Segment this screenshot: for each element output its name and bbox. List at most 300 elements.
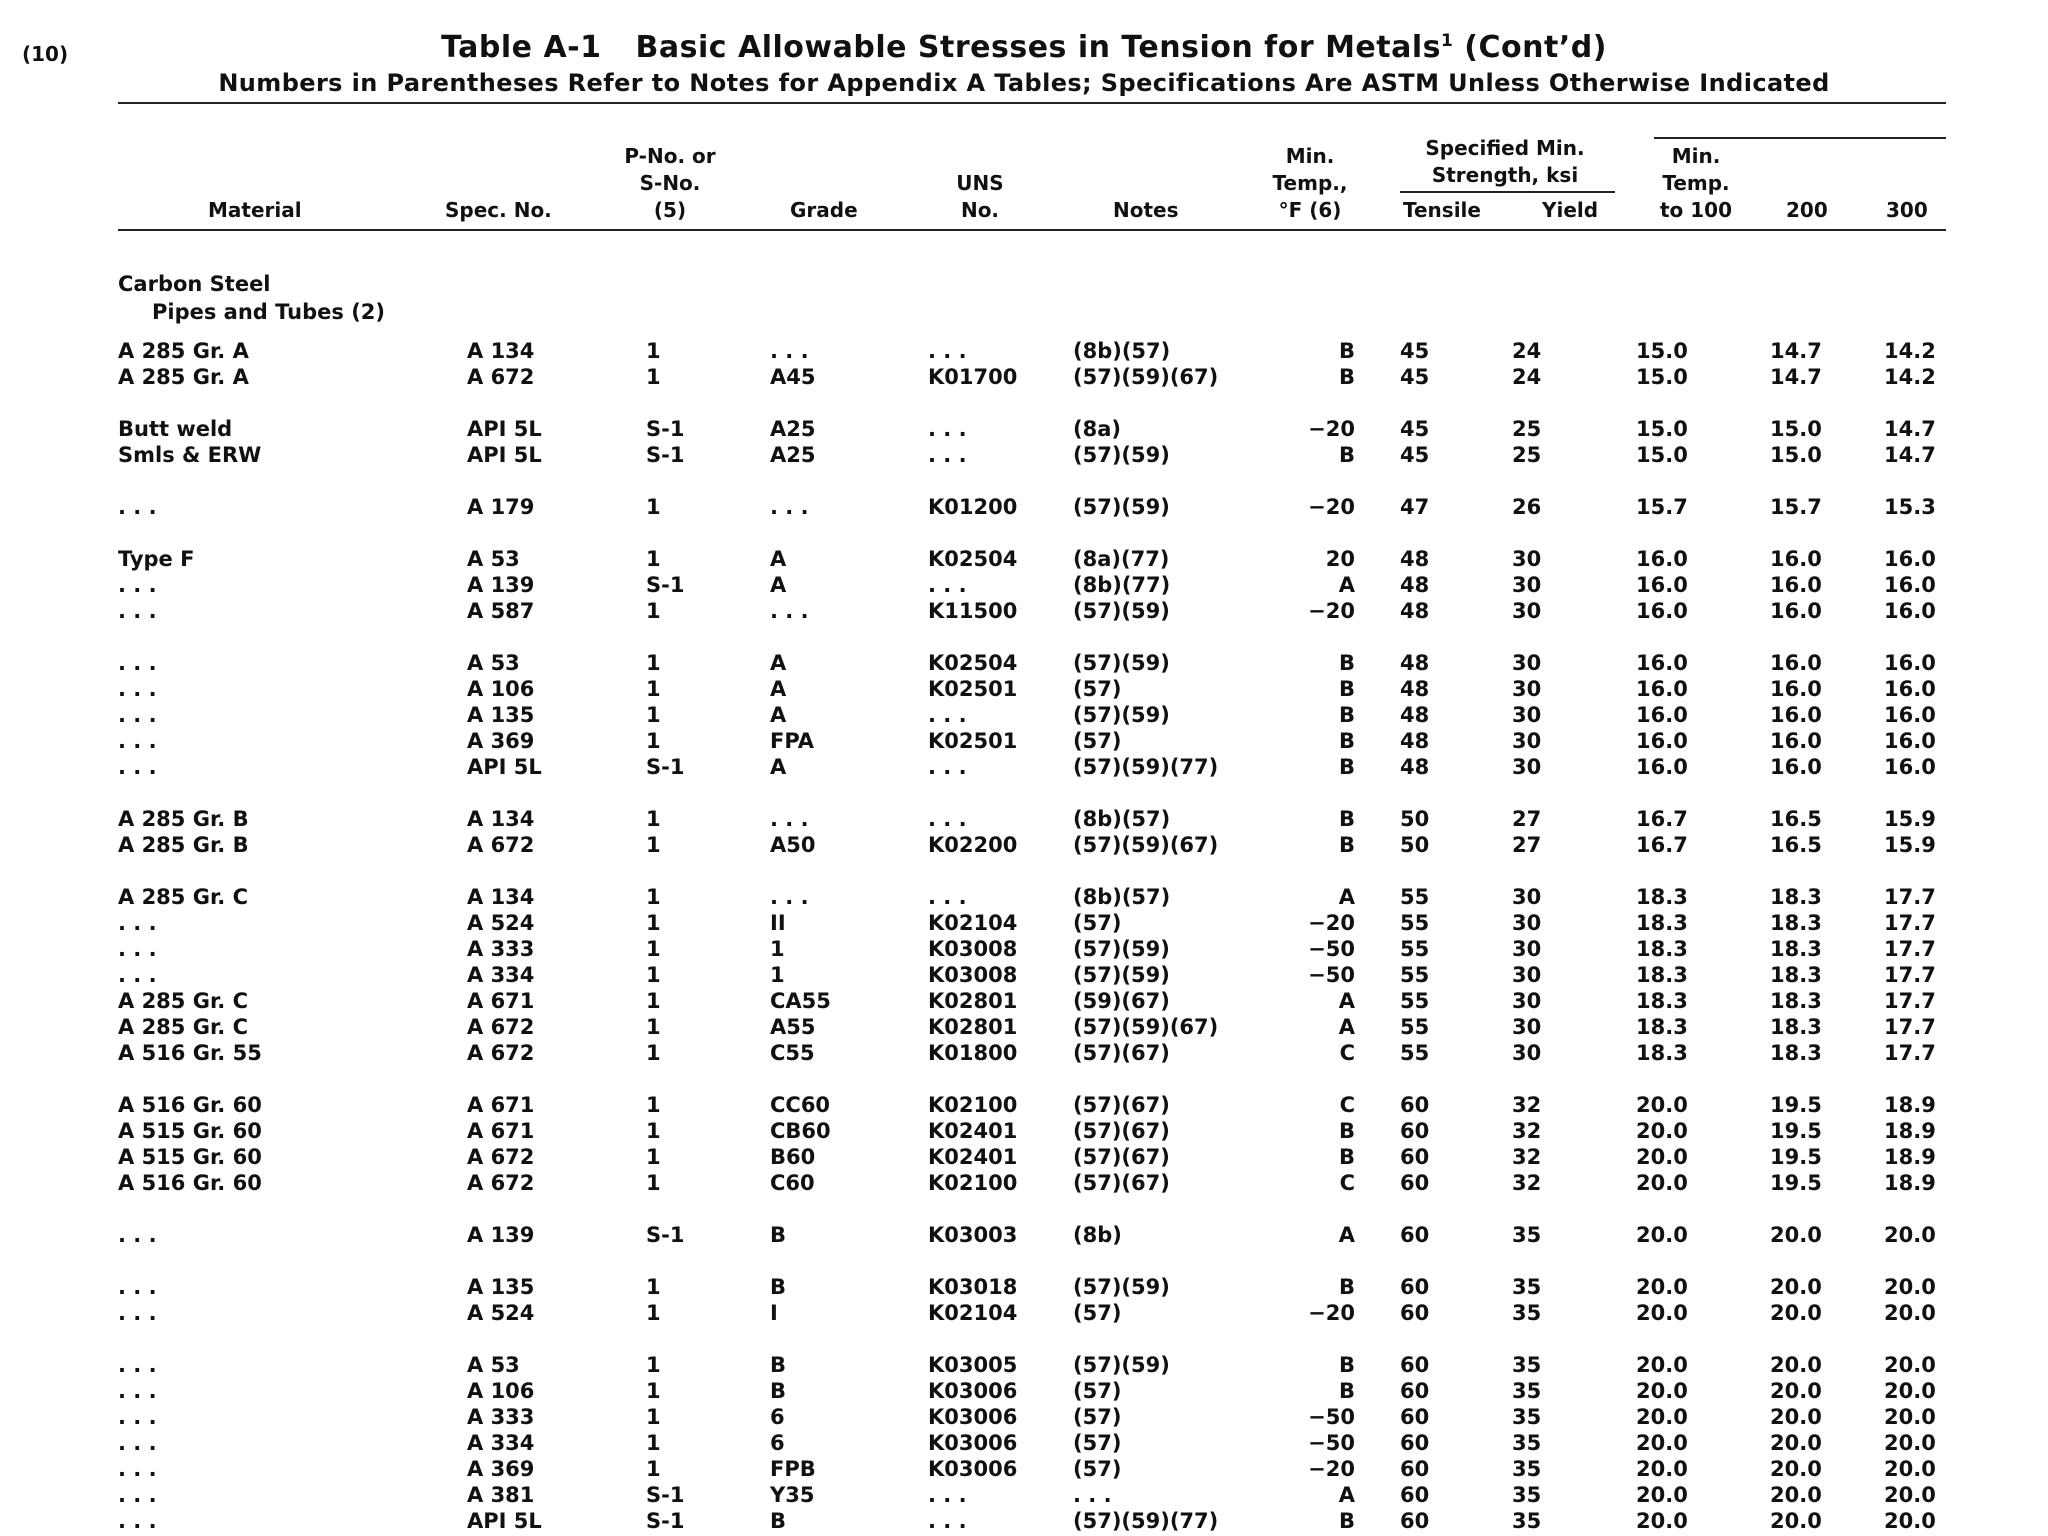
stress-200-cell: 15.7 [1770,495,1822,519]
tensile-cell: 45 [1400,339,1430,363]
spec-no-cell: A 134 [467,807,535,831]
tensile-cell: 60 [1400,1301,1430,1325]
header-uns-line2: No. [960,198,1000,222]
p-no-cell: 1 [646,1119,661,1143]
uns-no-cell: K03006 [928,1379,1018,1403]
header-min-temp-line3: °F (6) [1278,198,1342,222]
tensile-cell: 47 [1400,495,1430,519]
stress-200-cell: 16.0 [1770,573,1822,597]
yield-cell: 30 [1512,677,1542,701]
material-cell: A 285 Gr. A [118,339,249,363]
p-no-cell: 1 [646,365,661,389]
table-row [0,1404,2048,1430]
min-temp-cell: 20 [1325,547,1355,571]
spec-no-cell: A 672 [467,365,535,389]
p-no-cell: S-1 [646,1509,685,1533]
tensile-cell: 60 [1400,1457,1430,1481]
yield-cell: 35 [1512,1405,1542,1429]
table-row [0,650,2048,676]
table-row [0,598,2048,624]
material-cell: Smls & ERW [118,443,262,467]
min-temp-cell: B [1338,833,1355,857]
yield-cell: 32 [1512,1171,1542,1195]
spec-no-cell: A 524 [467,911,535,935]
p-no-cell: S-1 [646,573,685,597]
stress-300-cell: 20.0 [1884,1405,1936,1429]
stress-100-cell: 15.7 [1636,495,1688,519]
stress-200-cell: 18.3 [1770,911,1822,935]
min-temp-cell: B [1338,1379,1355,1403]
uns-no-cell: . . . [928,1509,967,1533]
stress-200-cell: 16.0 [1770,729,1822,753]
stress-200-cell: 16.0 [1770,677,1822,701]
p-no-cell: 1 [646,1041,661,1065]
notes-cell: (57)(59) [1073,1353,1170,1377]
min-temp-cell: A [1338,989,1355,1013]
yield-cell: 30 [1512,651,1542,675]
grade-cell: A45 [770,365,816,389]
stress-200-cell: 18.3 [1770,1041,1822,1065]
min-temp-cell: A [1338,1015,1355,1039]
p-no-cell: 1 [646,1431,661,1455]
stress-200-cell: 16.0 [1770,599,1822,623]
table-row [0,494,2048,520]
stress-300-cell: 14.2 [1884,339,1936,363]
tensile-cell: 50 [1400,833,1430,857]
stress-200-cell: 16.0 [1770,703,1822,727]
stress-200-cell: 19.5 [1770,1145,1822,1169]
yield-cell: 24 [1512,365,1542,389]
header-temp-line1: Min. [1671,144,1721,168]
table-row [0,754,2048,780]
table-row [0,1040,2048,1066]
spec-no-cell: A 179 [467,495,535,519]
min-temp-cell: −50 [1308,1405,1355,1429]
uns-no-cell: K01200 [928,495,1018,519]
stress-200-cell: 18.3 [1770,937,1822,961]
min-temp-cell: C [1339,1171,1355,1195]
yield-cell: 35 [1512,1223,1542,1247]
notes-cell: (57) [1073,1405,1122,1429]
yield-cell: 35 [1512,1457,1542,1481]
group-heading [118,270,385,326]
grade-cell: Y35 [770,1483,815,1507]
table-row [0,442,2048,468]
spec-no-cell: A 139 [467,573,535,597]
header-min-temp [1260,143,1360,224]
notes-cell: (57)(59) [1073,703,1170,727]
notes-cell: (57)(59) [1073,495,1170,519]
grade-cell: A25 [770,417,816,441]
grade-cell: . . . [770,885,809,909]
stress-300-cell: 16.0 [1884,573,1936,597]
material-cell: . . . [118,1483,157,1507]
grade-cell: A25 [770,443,816,467]
table-subtitle: Numbers in Parentheses Refer to Notes for Appendix A Tables; Specifications Are ASTM Unless Otherwise Indicated [218,69,1830,97]
p-no-cell: 1 [646,1301,661,1325]
table-row [0,1508,2048,1534]
uns-no-cell: K02501 [928,677,1018,701]
stress-100-cell: 18.3 [1636,963,1688,987]
uns-no-cell: K03006 [928,1457,1018,1481]
header-notes: Notes [1113,198,1179,222]
tensile-cell: 45 [1400,417,1430,441]
material-cell: . . . [118,1431,157,1455]
notes-cell: (57)(67) [1073,1093,1170,1117]
material-cell: . . . [118,755,157,779]
uns-no-cell: K02801 [928,989,1018,1013]
stress-200-cell: 18.3 [1770,885,1822,909]
yield-cell: 30 [1512,989,1542,1013]
min-temp-cell: B [1338,443,1355,467]
table-row [0,962,2048,988]
uns-no-cell: K03003 [928,1223,1018,1247]
stress-200-cell: 20.0 [1770,1405,1822,1429]
grade-cell: A [770,755,787,779]
yield-cell: 35 [1512,1509,1542,1533]
p-no-cell: 1 [646,1145,661,1169]
p-no-cell: 1 [646,1353,661,1377]
stress-100-cell: 20.0 [1636,1093,1688,1117]
grade-cell: B [770,1379,787,1403]
table-row [0,1456,2048,1482]
material-cell: . . . [118,599,157,623]
grade-cell: I [770,1301,778,1325]
tensile-cell: 55 [1400,1041,1430,1065]
stress-100-cell: 20.0 [1636,1171,1688,1195]
tensile-cell: 60 [1400,1223,1430,1247]
uns-no-cell: K03005 [928,1353,1018,1377]
table-row [0,1170,2048,1196]
grade-cell: B [770,1275,787,1299]
min-temp-cell: A [1338,885,1355,909]
stress-100-cell: 18.3 [1636,989,1688,1013]
min-temp-cell: −20 [1308,599,1355,623]
material-cell: . . . [118,651,157,675]
table-row [0,988,2048,1014]
stress-100-cell: 20.0 [1636,1301,1688,1325]
grade-cell: 1 [770,963,785,987]
stress-300-cell: 17.7 [1884,963,1936,987]
temperature-rule [1654,137,1946,139]
grade-cell: 1 [770,937,785,961]
stress-100-cell: 16.7 [1636,833,1688,857]
notes-cell: (8b)(77) [1073,573,1171,597]
notes-cell: (57)(67) [1073,1171,1170,1195]
stress-100-cell: 20.0 [1636,1509,1688,1533]
stress-300-cell: 18.9 [1884,1119,1936,1143]
uns-no-cell: K02100 [928,1171,1018,1195]
min-temp-cell: B [1338,365,1355,389]
stress-300-cell: 20.0 [1884,1457,1936,1481]
spec-no-cell: A 671 [467,1119,535,1143]
min-temp-cell: C [1339,1093,1355,1117]
notes-cell: (8b) [1073,1223,1122,1247]
header-temp-line2: Temp. [1662,171,1730,195]
stress-300-cell: 15.9 [1884,807,1936,831]
min-temp-cell: B [1338,807,1355,831]
notes-cell: (57) [1073,1301,1122,1325]
stress-300-cell: 20.0 [1884,1223,1936,1247]
tensile-cell: 55 [1400,911,1430,935]
stress-100-cell: 16.0 [1636,729,1688,753]
table-row [0,416,2048,442]
header-rule [118,229,1946,231]
notes-cell: (57)(59)(77) [1073,1509,1219,1533]
table-row [0,1118,2048,1144]
min-temp-cell: −50 [1308,1431,1355,1455]
spec-no-cell: API 5L [467,755,542,779]
tensile-cell: 55 [1400,963,1430,987]
tensile-cell: 48 [1400,573,1430,597]
tensile-cell: 48 [1400,677,1430,701]
uns-no-cell: K03008 [928,937,1018,961]
min-temp-cell: B [1338,1275,1355,1299]
table-row [0,806,2048,832]
table-row [0,1300,2048,1326]
stress-100-cell: 16.0 [1636,651,1688,675]
stress-300-cell: 20.0 [1884,1275,1936,1299]
header-p-no [600,143,740,224]
table-row [0,572,2048,598]
title-rule [118,102,1946,104]
spec-no-cell: A 672 [467,1015,535,1039]
spec-no-cell: A 53 [467,547,520,571]
grade-cell: 6 [770,1431,785,1455]
uns-no-cell: K11500 [928,599,1018,623]
tensile-cell: 60 [1400,1509,1430,1533]
min-temp-cell: −20 [1308,417,1355,441]
notes-cell: (57)(59) [1073,443,1170,467]
yield-cell: 30 [1512,963,1542,987]
yield-cell: 25 [1512,417,1542,441]
p-no-cell: S-1 [646,443,685,467]
tensile-cell: 60 [1400,1353,1430,1377]
spec-no-cell: A 671 [467,1093,535,1117]
table-row [0,546,2048,572]
notes-cell: (57)(59)(77) [1073,755,1219,779]
stress-100-cell: 18.3 [1636,911,1688,935]
uns-no-cell: . . . [928,573,967,597]
table-row [0,1352,2048,1378]
tensile-cell: 48 [1400,703,1430,727]
tensile-cell: 60 [1400,1431,1430,1455]
min-temp-cell: −20 [1308,1457,1355,1481]
spec-no-cell: A 672 [467,1041,535,1065]
yield-cell: 35 [1512,1379,1542,1403]
p-no-cell: 1 [646,911,661,935]
yield-cell: 30 [1512,1041,1542,1065]
header-strength-line1: Specified Min. [1425,136,1585,160]
grade-cell: CB60 [770,1119,831,1143]
stress-300-cell: 17.7 [1884,937,1936,961]
material-cell: . . . [118,1223,157,1247]
tensile-cell: 60 [1400,1379,1430,1403]
yield-cell: 35 [1512,1483,1542,1507]
notes-cell: (57)(59) [1073,963,1170,987]
header-p-no-line2: S-No. [639,171,701,195]
tensile-cell: 60 [1400,1093,1430,1117]
p-no-cell: 1 [646,495,661,519]
stress-300-cell: 16.0 [1884,755,1936,779]
min-temp-cell: −20 [1308,911,1355,935]
spec-no-cell: A 53 [467,651,520,675]
uns-no-cell: K02801 [928,1015,1018,1039]
stress-100-cell: 18.3 [1636,1015,1688,1039]
continued-marker: (Cont’d) [1464,30,1607,65]
yield-cell: 30 [1512,1015,1542,1039]
stress-200-cell: 19.5 [1770,1119,1822,1143]
tensile-cell: 45 [1400,365,1430,389]
p-no-cell: 1 [646,1457,661,1481]
yield-cell: 32 [1512,1093,1542,1117]
material-cell: . . . [118,573,157,597]
material-cell: A 285 Gr. C [118,989,249,1013]
spec-no-cell: A 524 [467,1301,535,1325]
spec-no-cell: A 53 [467,1353,520,1377]
table-row [0,832,2048,858]
spec-no-cell: API 5L [467,443,542,467]
spec-no-cell: A 381 [467,1483,535,1507]
stress-200-cell: 19.5 [1770,1093,1822,1117]
p-no-cell: 1 [646,599,661,623]
yield-cell: 30 [1512,703,1542,727]
notes-cell: (8b)(57) [1073,885,1171,909]
grade-cell: CA55 [770,989,831,1013]
p-no-cell: 1 [646,1275,661,1299]
min-temp-cell: B [1338,1353,1355,1377]
yield-cell: 32 [1512,1119,1542,1143]
stress-100-cell: 18.3 [1636,1041,1688,1065]
tensile-cell: 55 [1400,989,1430,1013]
uns-no-cell: K02401 [928,1119,1018,1143]
stress-100-cell: 16.0 [1636,599,1688,623]
tensile-cell: 60 [1400,1171,1430,1195]
spec-no-cell: A 672 [467,833,535,857]
yield-cell: 27 [1512,833,1542,857]
stress-200-cell: 20.0 [1770,1457,1822,1481]
stress-200-cell: 16.5 [1770,833,1822,857]
table-row [0,728,2048,754]
table-row [0,1378,2048,1404]
grade-cell: A55 [770,1015,816,1039]
table-row [0,1014,2048,1040]
stress-200-cell: 15.0 [1770,443,1822,467]
uns-no-cell: K03006 [928,1431,1018,1455]
stress-200-cell: 20.0 [1770,1379,1822,1403]
stress-100-cell: 20.0 [1636,1405,1688,1429]
tensile-cell: 45 [1400,443,1430,467]
p-no-cell: 1 [646,833,661,857]
notes-cell: (57) [1073,1457,1122,1481]
stress-100-cell: 20.0 [1636,1457,1688,1481]
table-title [0,30,2048,97]
stress-200-cell: 20.0 [1770,1301,1822,1325]
grade-cell: . . . [770,599,809,623]
material-cell: . . . [118,729,157,753]
yield-cell: 35 [1512,1353,1542,1377]
uns-no-cell: K03018 [928,1275,1018,1299]
yield-cell: 30 [1512,599,1542,623]
stress-200-cell: 14.7 [1770,365,1822,389]
material-cell: . . . [118,1353,157,1377]
stress-300-cell: 14.7 [1884,443,1936,467]
table-row [0,1144,2048,1170]
notes-cell: (57)(59) [1073,651,1170,675]
stress-100-cell: 15.0 [1636,417,1688,441]
min-temp-cell: B [1338,1145,1355,1169]
stress-100-cell: 16.0 [1636,755,1688,779]
p-no-cell: 1 [646,339,661,363]
yield-cell: 30 [1512,573,1542,597]
p-no-cell: 1 [646,807,661,831]
stress-300-cell: 16.0 [1884,703,1936,727]
uns-no-cell: . . . [928,443,967,467]
uns-no-cell: K02104 [928,911,1018,935]
p-no-cell: 1 [646,989,661,1013]
grade-cell: B [770,1353,787,1377]
min-temp-cell: A [1338,1483,1355,1507]
p-no-cell: 1 [646,651,661,675]
header-p-no-line1: P-No. or [624,144,716,168]
stress-200-cell: 14.7 [1770,339,1822,363]
stress-200-cell: 16.0 [1770,755,1822,779]
yield-cell: 24 [1512,339,1542,363]
stress-300-cell: 16.0 [1884,677,1936,701]
grade-cell: CC60 [770,1093,831,1117]
spec-no-cell: A 134 [467,885,535,909]
tensile-cell: 55 [1400,1015,1430,1039]
notes-cell: (57)(59) [1073,937,1170,961]
grade-cell: 6 [770,1405,785,1429]
stress-200-cell: 19.5 [1770,1171,1822,1195]
min-temp-cell: C [1339,1041,1355,1065]
grade-cell: C55 [770,1041,815,1065]
header-spec-no: Spec. No. [445,198,552,222]
uns-no-cell: K02200 [928,833,1018,857]
min-temp-cell: B [1338,1509,1355,1533]
table-row [0,1222,2048,1248]
grade-cell: C60 [770,1171,815,1195]
material-cell: Type F [118,547,195,571]
spec-no-cell: A 134 [467,339,535,363]
spec-no-cell: A 135 [467,703,535,727]
tensile-cell: 60 [1400,1405,1430,1429]
stress-200-cell: 20.0 [1770,1275,1822,1299]
material-cell: A 515 Gr. 60 [118,1119,262,1143]
yield-cell: 30 [1512,755,1542,779]
spec-no-cell: A 672 [467,1145,535,1169]
p-no-cell: S-1 [646,1223,685,1247]
table-row [0,910,2048,936]
tensile-cell: 60 [1400,1119,1430,1143]
p-no-cell: 1 [646,677,661,701]
header-tensile: Tensile [1403,198,1481,222]
material-cell: A 285 Gr. C [118,885,249,909]
stress-300-cell: 20.0 [1884,1353,1936,1377]
spec-no-cell: A 106 [467,1379,535,1403]
stress-100-cell: 20.0 [1636,1353,1688,1377]
uns-no-cell: K02100 [928,1093,1018,1117]
header-uns [920,170,1040,224]
p-no-cell: S-1 [646,755,685,779]
table-label: Table A-1 [441,30,602,65]
p-no-cell: 1 [646,1379,661,1403]
uns-no-cell: K01800 [928,1041,1018,1065]
tensile-cell: 55 [1400,937,1430,961]
p-no-cell: S-1 [646,1483,685,1507]
notes-cell: (8a) [1073,417,1121,441]
